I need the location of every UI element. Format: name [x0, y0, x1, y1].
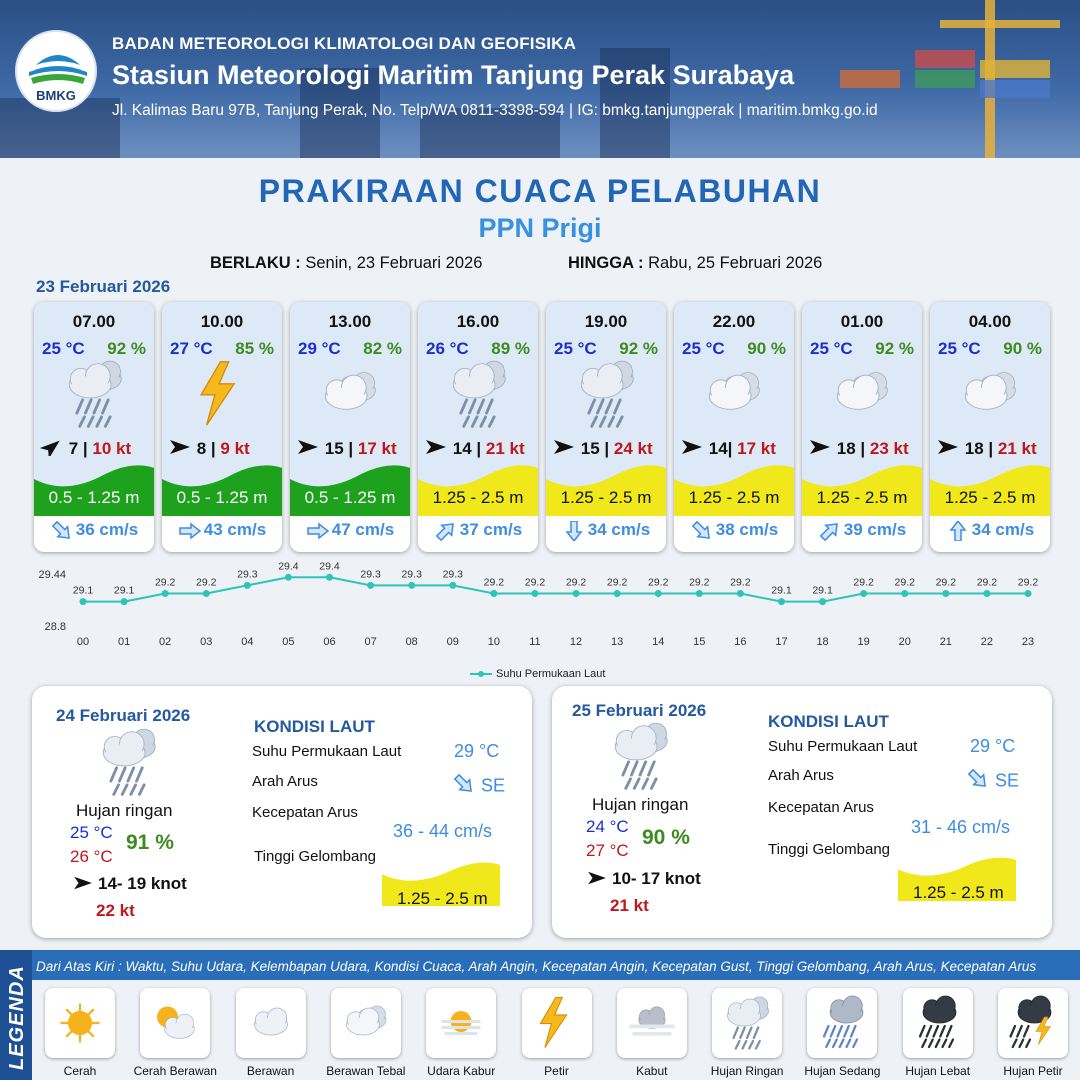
page-subtitle: PPN Prigi	[478, 213, 602, 243]
card-gust: 17 kt	[357, 439, 397, 458]
panel-wave-height: 1.25 - 2.5 m	[913, 883, 1004, 902]
legend-item	[331, 988, 401, 1058]
x-tick-label: 01	[117, 636, 131, 648]
bmkg-logo	[15, 30, 97, 112]
current-speed-value: 31 - 46 cm/s	[911, 817, 1011, 837]
current-direction-icon	[946, 521, 970, 541]
data-point	[285, 574, 292, 581]
x-tick-label: 00	[76, 636, 90, 648]
current-speed-value: 36 - 44 cm/s	[393, 821, 493, 841]
current-direction-icon	[306, 521, 330, 541]
x-tick-label: 14	[652, 636, 665, 648]
wave-height-label: Tinggi Gelombang	[254, 848, 377, 865]
current-direction-icon	[562, 521, 586, 541]
card-humidity: 92 %	[107, 339, 146, 358]
x-tick-label: 22	[980, 636, 994, 648]
panel-condition: Hujan ringan	[592, 795, 689, 814]
current-direction-icon	[452, 774, 476, 799]
legend-item	[426, 988, 496, 1058]
hourly-card	[930, 302, 1050, 552]
card-current	[162, 520, 282, 541]
lightning-icon	[184, 358, 260, 428]
legend-item	[236, 988, 306, 1058]
card-time: 19.00	[584, 312, 628, 331]
hourly-card	[674, 302, 794, 552]
card-wave-height: 0.5 - 1.25 m	[304, 488, 396, 507]
data-point	[696, 590, 703, 597]
current-direction-icon	[818, 521, 842, 541]
card-current	[418, 520, 538, 541]
panel-humidity: 90 %	[642, 826, 690, 849]
current-direction-icon	[178, 521, 202, 541]
legend-item	[998, 988, 1068, 1058]
data-point	[367, 582, 374, 589]
data-label: 29.3	[360, 568, 381, 581]
data-label: 29.1	[113, 584, 135, 597]
panel-temp-min: 24 °C	[586, 817, 629, 836]
data-label: 29.2	[647, 576, 669, 589]
card-time: 10.00	[200, 312, 244, 331]
card-current	[802, 520, 922, 541]
current-direction-icon	[50, 521, 74, 541]
wind-direction-icon	[72, 875, 94, 891]
card-current-speed: 47 cm/s	[331, 520, 395, 539]
validity-from-value: Senin, 23 Februari 2026	[305, 254, 483, 272]
card-wind-speed: 7	[68, 439, 79, 458]
wind-direction-icon	[808, 438, 832, 456]
thick-cloud-icon	[824, 358, 900, 428]
data-label: 29.2	[1017, 576, 1039, 589]
panel-gust: 22 kt	[96, 901, 135, 920]
data-point	[162, 590, 169, 597]
validity-to-label: HINGGA :	[568, 254, 644, 272]
thick-cloud-icon	[696, 358, 772, 428]
light-rain-icon	[56, 358, 132, 428]
wind-direction-icon	[168, 438, 192, 456]
data-point	[901, 590, 908, 597]
x-tick-label: 02	[159, 636, 172, 648]
data-label: 29.2	[483, 576, 505, 589]
panel-temp-max: 27 °C	[586, 841, 629, 860]
wind-direction-icon	[552, 438, 576, 456]
hourly-card	[34, 302, 154, 552]
card-humidity: 85 %	[235, 339, 274, 358]
card-wind-separator: |	[599, 439, 614, 458]
data-point	[819, 598, 826, 605]
panel-temp-max: 26 °C	[70, 847, 113, 866]
light-rain-icon	[90, 726, 166, 800]
hourly-card	[546, 302, 666, 552]
card-wind	[680, 438, 776, 459]
card-temperature: 25 °C	[810, 339, 853, 358]
x-tick-label: 06	[323, 636, 336, 648]
data-label: 29.2	[689, 576, 710, 589]
data-label: 29.2	[976, 576, 998, 589]
data-point	[80, 598, 87, 605]
sst-value: 29 °C	[454, 741, 500, 761]
card-current-speed: 38 cm/s	[715, 520, 779, 539]
panel-wind-speed: 14- 19 knot	[98, 874, 187, 893]
card-temperature: 29 °C	[298, 339, 341, 358]
data-label: 29.3	[237, 568, 258, 581]
legend-item-label: Berawan Tebal	[326, 1064, 406, 1078]
data-label: 29.4	[278, 560, 299, 573]
chart-legend-marker	[470, 669, 492, 679]
current-direction-icon	[690, 521, 714, 541]
x-tick-label: 07	[364, 636, 377, 648]
panel-wind-speed: 10- 17 knot	[612, 869, 701, 888]
data-point	[614, 590, 621, 597]
card-wind-speed: 14	[708, 439, 728, 458]
card-time: 01.00	[840, 312, 884, 331]
x-tick-label: 11	[529, 636, 541, 648]
data-label: 29.1	[812, 584, 833, 597]
thick-cloud-icon	[952, 358, 1028, 428]
header-banner	[0, 0, 1080, 158]
card-wind	[40, 438, 131, 459]
current-direction-icon	[434, 521, 458, 541]
data-point	[121, 598, 128, 605]
data-point	[983, 590, 990, 597]
card-wind-speed: 18	[964, 439, 984, 458]
current-speed-label: Kecepatan Arus	[252, 804, 358, 821]
card-gust: 9 kt	[220, 439, 250, 458]
data-label: 29.2	[154, 576, 176, 589]
data-label: 29.2	[524, 576, 546, 589]
card-current-speed: 39 cm/s	[843, 520, 907, 539]
card-humidity: 92 %	[875, 339, 914, 358]
x-tick-label: 12	[569, 636, 583, 648]
card-current-speed: 43 cm/s	[203, 520, 267, 539]
current-direction-label: Arah Arus	[252, 773, 318, 790]
card-wave-height: 0.5 - 1.25 m	[176, 488, 268, 507]
card-wind-separator: |	[343, 439, 358, 458]
wind-direction-icon	[296, 438, 320, 456]
validity-from-label: BERLAKU :	[210, 254, 301, 272]
x-tick-label: 05	[282, 636, 295, 648]
sea-condition-title: KONDISI LAUT	[254, 717, 375, 736]
card-current-speed: 37 cm/s	[459, 520, 523, 539]
card-temperature: 25 °C	[42, 339, 85, 358]
legend-item-label: Hujan Sedang	[804, 1064, 881, 1078]
y-tick-label: 29.44	[38, 569, 66, 581]
x-tick-label: 03	[200, 636, 213, 648]
legend-item-label: Hujan Lebat	[905, 1064, 971, 1078]
x-tick-label: 04	[241, 636, 254, 648]
card-temperature: 25 °C	[682, 339, 725, 358]
card-current-speed: 34 cm/s	[971, 520, 1035, 539]
data-point	[531, 590, 538, 597]
card-wave-height: 1.25 - 2.5 m	[944, 488, 1036, 507]
chart-legend-label: Suhu Permukaan Laut	[496, 668, 606, 680]
card-current	[674, 520, 794, 541]
panel-wind	[72, 874, 187, 894]
card-wind-separator: |	[983, 439, 998, 458]
card-wave-height: 1.25 - 2.5 m	[432, 488, 524, 507]
station-address: Jl. Kalimas Baru 97B, Tanjung Perak, No. Telp/WA 0811-3398-594 | IG: bmkg.tanjungperak | maritim.bmkg.go.id	[112, 102, 878, 119]
current-direction-value	[966, 769, 1019, 794]
data-point	[408, 582, 415, 589]
data-label: 29.2	[565, 576, 587, 589]
data-label: 29.2	[935, 576, 957, 589]
card-wave-height: 1.25 - 2.5 m	[816, 488, 908, 507]
card-temperature: 26 °C	[426, 339, 469, 358]
panel-wave-height: 1.25 - 2.5 m	[397, 889, 488, 908]
card-humidity: 90 %	[1003, 339, 1042, 358]
y-tick-label: 28.8	[44, 621, 66, 633]
hourly-card	[162, 302, 282, 552]
data-label: 29.3	[401, 568, 422, 581]
card-current	[546, 520, 666, 541]
org-name: BADAN METEOROLOGI KLIMATOLOGI DAN GEOFISIKA	[112, 34, 577, 53]
current-direction-value	[452, 774, 505, 799]
legend-item-label: Udara Kabur	[427, 1064, 496, 1078]
card-wind-separator: |	[727, 439, 738, 458]
card-wind	[808, 438, 909, 459]
card-current	[290, 520, 410, 541]
current-direction-label: Arah Arus	[768, 767, 834, 784]
sst-label: Suhu Permukaan Laut	[252, 743, 402, 760]
x-tick-label: 19	[857, 636, 870, 648]
hourly-card	[802, 302, 922, 552]
light-rain-icon	[602, 720, 678, 794]
card-time: 16.00	[456, 312, 500, 331]
current-direction-text: SE	[995, 770, 1020, 791]
card-wind	[296, 438, 397, 459]
legend-description: Dari Atas Kiri : Waktu, Suhu Udara, Kelembapan Udara, Kondisi Cuaca, Arah Angin, Kecepatan Angin, Kecepatan Gust, Tinggi Gelombang, Arah Arus, Kecepatan Arus	[36, 959, 1037, 974]
x-tick-label: 10	[487, 636, 500, 648]
wind-direction-icon	[680, 438, 704, 456]
x-tick-label: 18	[816, 636, 829, 648]
card-time: 22.00	[712, 312, 756, 331]
panel-condition: Hujan ringan	[76, 801, 173, 820]
card-current	[930, 520, 1050, 541]
card-wind-speed: 14	[452, 439, 472, 458]
card-time: 04.00	[968, 312, 1012, 331]
legend-item	[712, 988, 782, 1058]
data-label: 29.2	[894, 576, 915, 589]
card-wind	[936, 438, 1037, 459]
legend-item	[45, 988, 115, 1058]
current-speed-label: Kecepatan Arus	[768, 799, 874, 816]
wind-direction-icon	[40, 438, 64, 456]
card-gust: 23 kt	[869, 439, 909, 458]
card-wind-speed: 18	[836, 439, 856, 458]
legend-item-label: Petir	[544, 1064, 569, 1078]
legend-item	[617, 988, 687, 1058]
legend-item-label: Hujan Ringan	[710, 1064, 784, 1078]
card-gust: 10 kt	[92, 439, 132, 458]
card-wind	[424, 438, 525, 459]
card-gust: 21 kt	[485, 439, 525, 458]
card-wind-speed: 15	[580, 439, 600, 458]
sea-condition-title: KONDISI LAUT	[768, 712, 889, 731]
page-title: PRAKIRAAN CUACA PELABUHAN	[258, 173, 822, 209]
legend-item	[140, 988, 210, 1058]
legend-item-label: Cerah	[63, 1064, 97, 1078]
hourly-card	[290, 302, 410, 552]
card-humidity: 89 %	[491, 339, 530, 358]
legend-item-label: Kabut	[636, 1064, 668, 1078]
data-point	[449, 582, 456, 589]
card-humidity: 90 %	[747, 339, 786, 358]
data-label: 29.1	[771, 584, 792, 597]
legend-item	[903, 988, 973, 1058]
data-point	[244, 582, 251, 589]
card-wind-speed: 8	[196, 439, 207, 458]
card-time: 07.00	[72, 312, 116, 331]
x-tick-label: 09	[446, 636, 459, 648]
series-line	[83, 577, 1028, 601]
sst-label: Suhu Permukaan Laut	[768, 738, 918, 755]
card-wind	[168, 438, 250, 459]
x-tick-label: 21	[939, 636, 952, 648]
x-tick-label: 15	[693, 636, 706, 648]
thick-cloud-icon	[312, 358, 388, 428]
data-label: 29.2	[730, 576, 751, 589]
light-rain-icon	[568, 358, 644, 428]
validity-to	[568, 254, 822, 273]
legend-item	[807, 988, 877, 1058]
x-tick-label: 08	[405, 636, 418, 648]
data-point	[737, 590, 744, 597]
data-label: 29.2	[196, 576, 217, 589]
card-wave-height: 1.25 - 2.5 m	[688, 488, 780, 507]
card-wave-height: 1.25 - 2.5 m	[560, 488, 652, 507]
card-wind-separator: |	[855, 439, 870, 458]
panel-temp-min: 25 °C	[70, 823, 113, 842]
card-wind-separator: |	[471, 439, 486, 458]
card-temperature: 25 °C	[554, 339, 597, 358]
x-tick-label: 13	[611, 636, 624, 648]
legend-item-label: Cerah Berawan	[133, 1064, 217, 1078]
light-rain-icon	[440, 358, 516, 428]
data-point	[1025, 590, 1032, 597]
data-point	[326, 574, 333, 581]
card-humidity: 92 %	[619, 339, 658, 358]
panel-date: 25 Februari 2026	[572, 701, 707, 720]
logo-text: BMKG	[36, 88, 76, 103]
legend-item	[522, 988, 592, 1058]
data-label: 29.2	[853, 576, 874, 589]
legend-item-label: Berawan	[246, 1064, 295, 1078]
data-point	[573, 590, 580, 597]
chart-legend	[470, 668, 605, 680]
validity-from	[210, 254, 482, 273]
card-wind	[552, 438, 653, 459]
panel-humidity: 91 %	[126, 831, 174, 854]
card-wave-height: 0.5 - 1.25 m	[48, 488, 140, 507]
hourly-card	[418, 302, 538, 552]
validity-to-value: Rabu, 25 Februari 2026	[648, 254, 823, 272]
card-current	[34, 520, 154, 541]
data-point	[203, 590, 210, 597]
card-gust: 24 kt	[613, 439, 653, 458]
legend-title: LEGENDA	[6, 965, 28, 1070]
card-current-speed: 34 cm/s	[587, 520, 651, 539]
wave-height-label: Tinggi Gelombang	[768, 841, 891, 858]
x-tick-label: 17	[775, 636, 788, 648]
wind-direction-icon	[586, 870, 608, 886]
card-wind-separator: |	[78, 439, 93, 458]
card-wind-speed: 15	[324, 439, 344, 458]
panel-date: 24 Februari 2026	[56, 706, 191, 725]
card-humidity: 82 %	[363, 339, 402, 358]
panel-gust: 21 kt	[610, 896, 649, 915]
daily-panel	[32, 686, 532, 938]
data-label: 29.2	[606, 576, 628, 589]
x-tick-label: 20	[898, 636, 911, 648]
panel-wind	[586, 869, 701, 889]
x-tick-label: 16	[734, 636, 747, 648]
x-tick-label: 23	[1021, 636, 1035, 648]
data-point	[490, 590, 497, 597]
day1-date: 23 Februari 2026	[36, 277, 171, 296]
wind-direction-icon	[424, 438, 448, 456]
card-current-speed: 36 cm/s	[75, 520, 139, 539]
data-label: 29.3	[442, 568, 464, 581]
legend-item-label: Hujan Petir	[1003, 1064, 1063, 1078]
data-point	[655, 590, 662, 597]
data-point	[942, 590, 949, 597]
card-temperature: 27 °C	[170, 339, 213, 358]
data-point	[778, 598, 785, 605]
station-name: Stasiun Meteorologi Maritim Tanjung Perak Surabaya	[112, 60, 795, 90]
card-time: 13.00	[328, 312, 372, 331]
card-wind-separator: |	[206, 439, 221, 458]
data-point	[860, 590, 867, 597]
sst-value: 29 °C	[970, 736, 1016, 756]
card-gust: 17 kt	[737, 439, 776, 458]
current-direction-icon	[966, 769, 990, 794]
card-temperature: 25 °C	[938, 339, 981, 358]
daily-panel	[552, 686, 1052, 938]
current-direction-text: SE	[481, 775, 506, 796]
wind-direction-icon	[936, 438, 960, 456]
data-label: 29.1	[72, 584, 94, 597]
data-label: 29.4	[319, 560, 340, 573]
card-gust: 21 kt	[997, 439, 1037, 458]
